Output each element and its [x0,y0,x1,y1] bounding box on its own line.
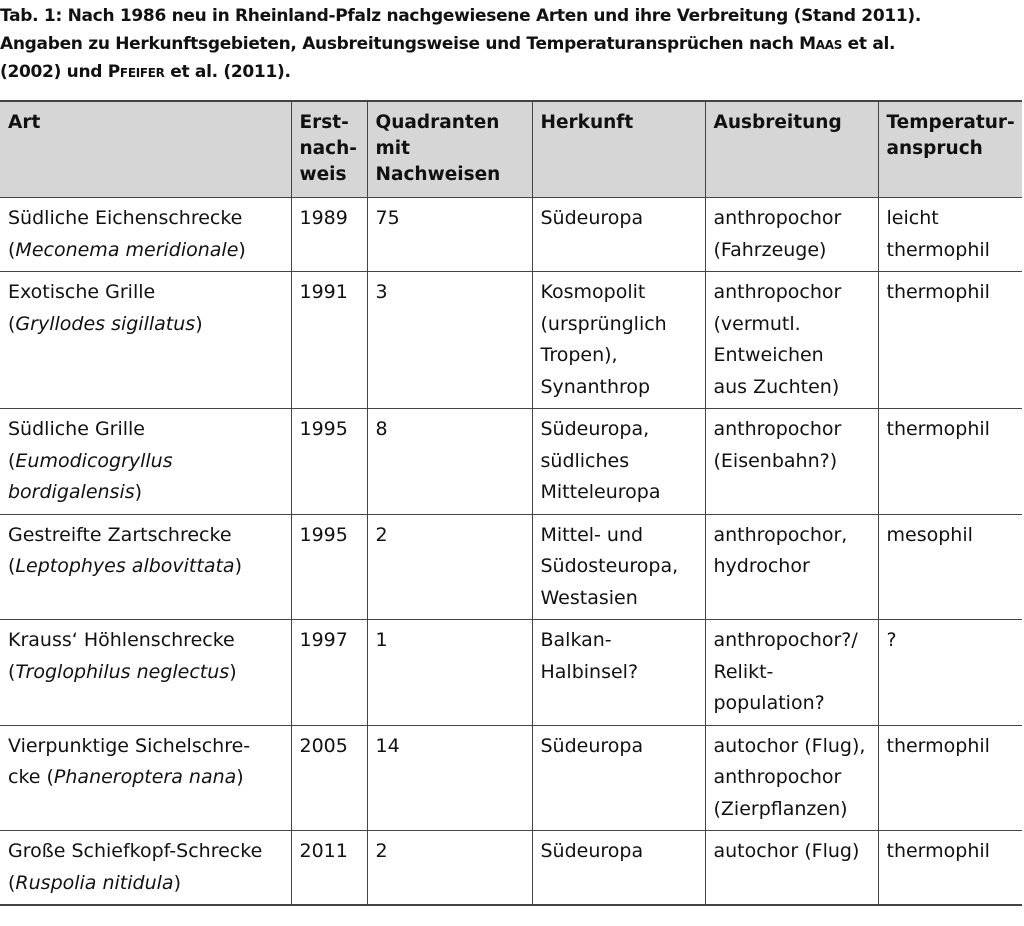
cell-line: hydrochor [713,555,810,577]
species-common-name: Vierpunktige Sichelschre- [8,734,251,757]
cell-line: anthropochor [713,281,842,303]
species-scientific-name: Meconema meridionale [15,238,239,261]
cell-line: Südeuropa [540,840,644,862]
cell-line: Südeuropa [540,734,644,757]
cell-line: (ursprünglich [540,312,667,335]
cell-art [0,409,291,515]
cell-line: anthropochor [713,418,842,440]
paren: ) [195,312,203,335]
cell-line: thermophil [886,734,990,757]
species-scientific-name: Troglophilus neglectus [15,660,230,683]
cell-line: (vermutl. [713,312,801,335]
cell-line: Mitteleuropa [540,481,661,503]
species-common-name: Südliche Eichenschrecke [8,207,243,229]
cell-line: aus Zuchten) [713,375,840,398]
species-scientific [8,868,283,900]
species-common-name: Südliche Grille [8,418,145,440]
cell-line: thermophil [886,840,990,862]
cell-line: Westasien [540,586,638,609]
caption-author-maas: Maas [799,34,843,54]
cell-line: Entweichen [713,344,824,366]
cell-line: thermophil [886,238,990,261]
header-erstnachweis [291,101,367,198]
species-common-name: Große Schiefkopf-Schrecke [8,840,263,862]
paren: ) [234,555,242,577]
header-line: anspruch [886,138,983,159]
cell-art [0,620,291,726]
paren: ( [8,238,16,261]
species-scientific [8,309,283,341]
header-temperatur [878,101,1022,198]
cell-art [0,198,291,272]
cell-year: 1995 [291,409,367,515]
cell-quadranten: 8 [367,409,532,515]
cell-herkunft [532,831,705,906]
paren: ) [173,871,181,894]
cell-ausbreitung [705,272,878,409]
header-line: Quadranten [375,112,500,133]
caption-line-2 [0,30,1024,58]
cell-ausbreitung [705,514,878,620]
cell-line: mesophil [886,523,973,546]
cell-herkunft [532,514,705,620]
caption-line-3 [0,58,1024,86]
cell-line: anthropochor [713,207,842,229]
table-caption [0,2,1024,86]
caption-text: et al. [842,34,896,54]
header-line: weis [299,164,347,185]
species-scientific [8,657,283,689]
cell-line: population? [713,692,825,714]
table-row [0,514,1022,620]
paren: ( [8,555,16,577]
cell-line: autochor (Flug) [713,840,860,862]
cell-line: anthropochor [713,766,842,788]
cell-line: ? [886,629,897,651]
caption-text: et al. (2011). [164,62,291,82]
cell-year: 1997 [291,620,367,726]
table-header-row [0,101,1022,198]
table-row [0,725,1022,831]
species-scientific-name: Ruspolia nitidula [15,871,174,894]
paren: ) [229,660,237,683]
header-line: nach- [299,138,357,159]
caption-line-1: Tab. 1: Nach 1986 neu in Rheinland-Pfalz nachgewiesene Arten und ihre Verbreitung (Stand 2011). [0,6,922,26]
cell-line: Tropen), [540,344,618,366]
cell-line: Relikt- [713,660,774,683]
paren: ) [134,481,143,503]
paren: ( [8,871,16,894]
species-scientific-name: bordigalensis [8,481,135,503]
table-row [0,198,1022,272]
cell-line: Südosteuropa, [540,555,679,577]
cell-herkunft [532,620,705,726]
cell-year: 1995 [291,514,367,620]
header-line: Erst- [299,112,349,133]
species-scientific-name: Phaneroptera nana [53,766,237,788]
cell-year: 1991 [291,272,367,409]
header-art: Art [0,101,291,198]
cell-line: thermophil [886,281,990,303]
cell-line: thermophil [886,418,990,440]
cell-herkunft [532,725,705,831]
cell-quadranten: 2 [367,831,532,906]
cell-herkunft [532,198,705,272]
species-common-name: Krauss‘ Höhlenschrecke [8,629,235,651]
table-row [0,409,1022,515]
cell-temperatur [878,514,1022,620]
paren: ) [238,238,246,261]
cell-line: anthropochor, [713,523,848,546]
cell-line: anthropochor?/ [713,629,858,651]
cell-line: Halbinsel? [540,660,639,683]
cell-line: Balkan- [540,629,612,651]
cell-year: 2011 [291,831,367,906]
cell-line: Synanthrop [540,375,651,398]
cell-quadranten: 14 [367,725,532,831]
cell-herkunft [532,272,705,409]
header-ausbreitung: Ausbreitung [705,101,878,198]
header-line: Temperatur- [886,112,1015,133]
cell-line: autochor (Flug), [713,734,866,757]
cell-quadranten: 1 [367,620,532,726]
cell-line: Südeuropa [540,207,644,229]
cell-temperatur [878,409,1022,515]
cell-art [0,272,291,409]
caption-author-pfeifer: Pfeifer [107,62,165,82]
species-common-name-cont: cke ( [8,766,54,788]
table-row [0,831,1022,906]
species-scientific-name: Leptophyes albovittata [15,555,235,577]
species-scientific [8,551,283,583]
paren: ( [8,660,16,683]
cell-line: (Zierpflanzen) [713,797,848,820]
caption-text: Angaben zu Herkunftsgebieten, Ausbreitungsweise und Temperaturansprüchen nach [0,34,800,54]
species-scientific [8,762,283,794]
species-scientific-name: Gryllodes sigillatus [15,312,196,335]
header-herkunft: Herkunft [532,101,705,198]
cell-ausbreitung [705,831,878,906]
cell-temperatur [878,272,1022,409]
cell-ausbreitung [705,620,878,726]
cell-herkunft [532,409,705,515]
cell-ausbreitung [705,725,878,831]
caption-text: (2002) und [0,62,108,82]
paren: ( [8,449,16,472]
cell-line: südliches [540,449,630,472]
cell-quadranten: 3 [367,272,532,409]
cell-ausbreitung [705,198,878,272]
cell-line: Südeuropa, [540,418,650,440]
cell-line: Kosmopolit [540,281,646,303]
paren: ) [236,766,244,788]
cell-line: (Eisenbahn?) [713,449,838,472]
cell-temperatur [878,198,1022,272]
cell-year: 1989 [291,198,367,272]
cell-quadranten: 2 [367,514,532,620]
header-line: Nachweisen [375,164,501,185]
species-scientific [8,477,283,509]
cell-art [0,831,291,906]
paren: ( [8,312,16,335]
species-common-name: Gestreifte Zartschrecke [8,523,232,546]
cell-year: 2005 [291,725,367,831]
species-scientific-name: Eumodicogryllus [15,449,173,472]
species-table [0,100,1022,906]
header-line: mit [375,138,410,159]
header-quadranten [367,101,532,198]
cell-art [0,725,291,831]
cell-quadranten: 75 [367,198,532,272]
cell-temperatur [878,831,1022,906]
table-row [0,272,1022,409]
cell-temperatur [878,620,1022,726]
cell-line: leicht [886,207,939,229]
cell-temperatur [878,725,1022,831]
species-scientific [8,446,283,478]
cell-line: (Fahrzeuge) [713,238,827,261]
table-row [0,620,1022,726]
cell-line: Mittel- und [540,523,644,546]
species-common-name: Exotische Grille [8,281,156,303]
cell-art [0,514,291,620]
cell-ausbreitung [705,409,878,515]
species-scientific [8,235,283,267]
